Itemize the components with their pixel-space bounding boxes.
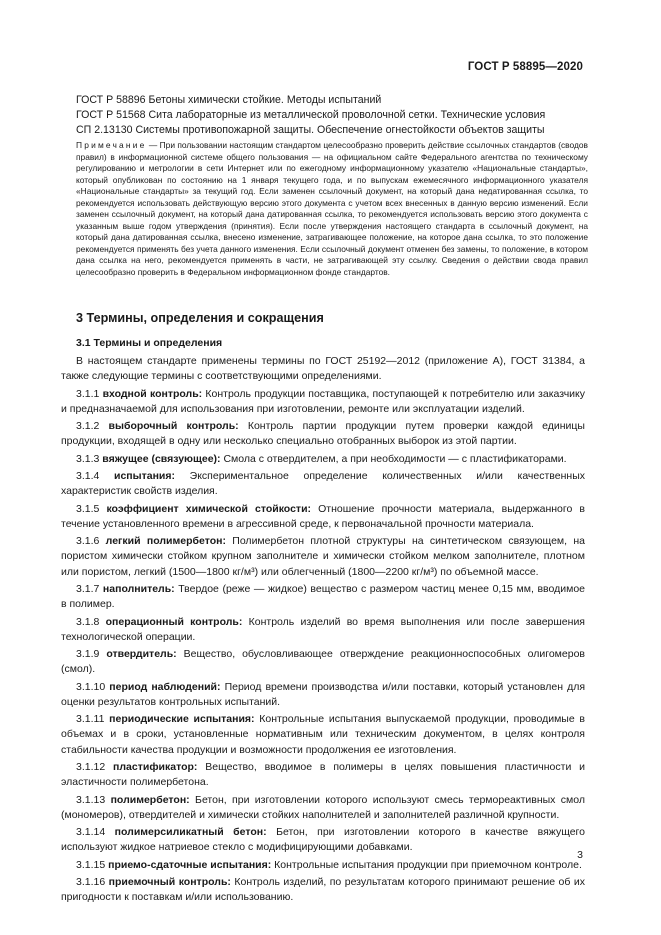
term-name: вяжущее (связующее):: [102, 452, 221, 465]
term-entry: [61, 469, 585, 499]
term-name: операционный контроль:: [105, 615, 243, 628]
term-entry: [61, 875, 585, 905]
term-definition: Экспериментальное определение количественных и/или качественных характеристик свойств изделия.: [61, 470, 585, 498]
term-entry: [61, 502, 585, 532]
term-name: полимерсиликатный бетон:: [114, 826, 267, 839]
term-number: 3.1.11: [76, 713, 105, 726]
term-number: 3.1.6: [76, 535, 100, 548]
reference-item: СП 2.13130 Системы противопожарной защиты. Обеспечение огнестойкости объектов защиты: [76, 124, 545, 136]
term-definition: Контроль партии продукции путем проверки каждой единицы продукции, входящей в одну или несколько специально отобранных выборок из этой партии.: [61, 420, 585, 448]
term-entry: [61, 680, 585, 710]
page-number: 3: [577, 849, 583, 861]
term-definition: Вещество, обусловливающее отверждение реакционноспособных олигомеров (смол).: [61, 648, 586, 676]
term-entry: [61, 419, 585, 449]
term-number: 3.1.3: [76, 452, 100, 465]
term-entry: [61, 615, 585, 645]
term-definition: Контрольные испытания продукции при приемочном контроле.: [274, 858, 582, 871]
reference-item: ГОСТ Р 58896 Бетоны химически стойкие. Методы испытаний: [76, 94, 382, 106]
term-number: 3.1.14: [76, 826, 106, 839]
term-name: пластификатор:: [113, 761, 198, 774]
terms-body: [61, 354, 585, 908]
term-definition: Период времени производства и/или поставки, который установлен для оценки результатов контрольных испытаний.: [61, 680, 586, 708]
term-number: 3.1.16: [76, 876, 106, 889]
term-name: приемочный контроль:: [108, 876, 231, 889]
term-number: 3.1.8: [76, 615, 100, 628]
section-title: 3 Термины, определения и сокращения: [76, 311, 324, 325]
standard-header: ГОСТ Р 58895—2020: [467, 61, 583, 73]
term-number: 3.1.12: [76, 761, 106, 774]
term-number: 3.1.4: [76, 470, 100, 483]
reference-item: ГОСТ Р 51568 Сита лабораторные из металлической проволочной сетки. Технические условия: [76, 109, 546, 121]
term-name: входной контроль:: [102, 387, 203, 400]
term-entry: [61, 858, 585, 873]
term-number: 3.1.5: [76, 502, 100, 515]
term-definition: Контроль изделий, по результатам которого принимают решение об их пригодности к поставкам и/или использованию.: [61, 876, 585, 904]
intro-paragraph: В настоящем стандарте применены термины по ГОСТ 25192—2012 (приложение А), ГОСТ 31384, а также следующие термины с соответствующими определениями.: [61, 355, 585, 383]
term-name: испытания:: [114, 470, 176, 483]
term-number: 3.1.7: [76, 583, 100, 596]
term-entry: [61, 534, 585, 579]
term-entry: [61, 647, 585, 677]
term-entry: [61, 452, 585, 467]
term-name: коэффициент химической стойкости:: [106, 502, 312, 515]
term-entry: [61, 825, 585, 855]
term-entry: [61, 760, 585, 790]
term-definition: Бетон, при изготовлении которого в качестве вяжущего используют жидкое натриевое стекло с модифицирующими добавками.: [61, 826, 585, 854]
term-name: приемо-сдаточные испытания:: [108, 858, 272, 871]
term-definition: Вещество, вводимое в полимеры в целях повышения пластичности и эластичности полимербетона.: [61, 761, 586, 789]
term-definition: Смола с отвердителем, а при необходимости — с пластификаторами.: [223, 452, 567, 465]
term-definition: Контрольные испытания выпускаемой продукции, проводимые в объемах и в сроки, установленные нормативным или техническим документом, в целях контроля стабильности качества продукции и возможности продолжения ее изготовления.: [61, 713, 586, 756]
term-name: выборочный контроль:: [108, 420, 239, 433]
reference-list: [76, 93, 596, 138]
term-entry: [61, 582, 585, 612]
term-definition: Твердое (реже — жидкое) вещество с размером частиц менее 0,15 мм, вводимое в полимер.: [61, 583, 585, 611]
term-definition: Отношение прочности материала, выдержанного в течение установленного времени в агрессивной среде, к первоначальной прочности материала.: [61, 502, 585, 530]
note-paragraph: [76, 140, 588, 278]
term-number: 3.1.2: [76, 420, 100, 433]
term-number: 3.1.1: [76, 387, 100, 400]
term-definition: Бетон, при изготовлении которого используют смесь термореактивных смол (мономеров), отвердителей и химически стойких наполнителей и заполнителей различной крупности.: [61, 793, 586, 821]
term-number: 3.1.13: [76, 793, 106, 806]
term-entry: [61, 387, 585, 417]
term-number: 3.1.15: [76, 858, 106, 871]
term-entry: [61, 712, 585, 757]
term-entry: [61, 793, 585, 823]
note-label: Примечание: [76, 140, 147, 150]
term-name: полимербетон:: [110, 793, 190, 806]
term-name: наполнитель:: [102, 583, 175, 596]
term-definition: Контроль продукции поставщика, поступающей к потребителю или заказчику и предназначаемой для использования при изготовлении, ремонте или эксплуатации изделий.: [61, 387, 586, 415]
term-definition: Контроль изделий во время выполнения или после завершения технологической операции.: [61, 615, 585, 643]
term-number: 3.1.10: [76, 680, 106, 693]
term-name: отвердитель:: [106, 648, 177, 661]
term-name: период наблюдений:: [109, 680, 221, 693]
term-number: 3.1.9: [76, 648, 100, 661]
term-name: легкий полимербетон:: [105, 535, 226, 548]
note-text: — При пользовании настоящим стандартом целесообразно проверить действие ссылочных стандартов (сводов правил) в информационной системе общего пользования — на официальном сайте Федерального агентства по техническому регулированию и метрологии в сети Интернет или по ежегодному информационному указателю «Национальные стандарты», который опубликован по состоянию на 1 января текущего года, и по выпускам ежемесячного информационного указателя «Национальные стандарты» за текущий год. Если заменен ссылочный документ, на который дана недатированная ссылка, то рекомендуется использовать действующую версию этого документа с учетом всех внесенных в данную версию изменений. Если заменен ссылочный документ, на который дана датированная ссылка, то рекомендуется использовать версию этого документа с указанным выше годом утверждения (принятия). Если после утверждения настоящего стандарта в ссылочный документ, на который дана датированная ссылка, внесено изменение, затрагивающее положение, на которое дана ссылка, то это положение рекомендуется применять без учета данного изменения. Если ссылочный документ отменен без замены, то положение, в котором дана ссылка на него, рекомендуется применять в части, не затрагивающей эту ссылку. Сведения о действии свода правил целесообразно проверить в Федеральном информационном фонде стандартов.: [76, 140, 588, 277]
term-name: периодические испытания:: [109, 713, 255, 726]
term-definition: Полимербетон плотной структуры на синтетическом связующем, на пористом химически стойком крупном заполнителе и химически стойком мелком заполнителе, плотном или пористом, легкий (1500—1800 кг/м³) или облегченный (1800—2200 кг/м³) по объемной массе.: [61, 535, 585, 578]
subsection-title: 3.1 Термины и определения: [76, 337, 223, 349]
